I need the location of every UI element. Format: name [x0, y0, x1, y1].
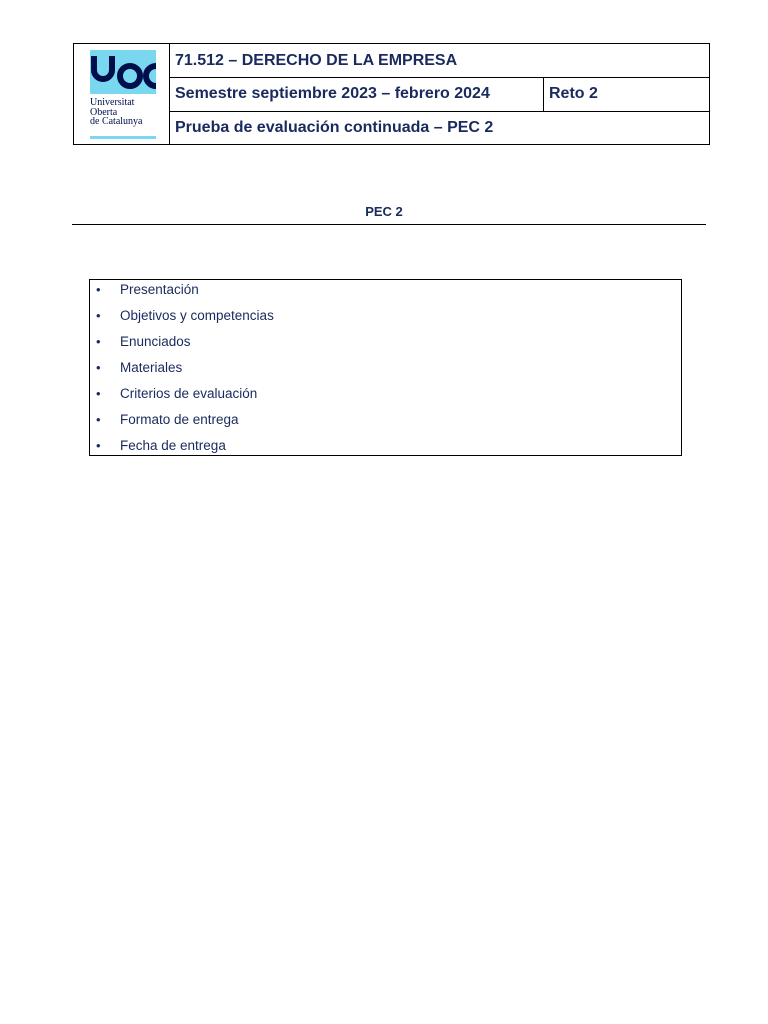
university-name — [90, 98, 142, 127]
logo-underline — [90, 136, 156, 139]
bullet-icon: • — [96, 282, 101, 297]
bullet-icon: • — [96, 360, 101, 375]
course-title: 71.512 – DERECHO DE LA EMPRESA — [170, 44, 710, 78]
section-divider — [72, 224, 706, 225]
logo-cell — [74, 44, 170, 145]
assessment-title: Prueba de evaluación continuada – PEC 2 — [170, 111, 710, 144]
university-name-line: de Catalunya — [90, 116, 143, 127]
university-name-line: Universitat — [90, 97, 135, 108]
uoc-logo-mark — [90, 50, 156, 94]
toc-item-label: Objetivos y competencias — [120, 308, 274, 323]
uoc-logo — [88, 48, 158, 140]
toc-item-label: Fecha de entrega — [120, 438, 226, 453]
bullet-icon: • — [96, 412, 101, 427]
toc-item-label: Criterios de evaluación — [120, 386, 258, 401]
toc-item-label: Presentación — [120, 282, 199, 297]
challenge-label: Reto 2 — [544, 78, 710, 111]
toc-item-label: Enunciados — [120, 334, 191, 349]
table-of-contents — [89, 279, 682, 456]
bullet-icon: • — [96, 334, 101, 349]
semester-label: Semestre septiembre 2023 – febrero 2024 — [170, 78, 544, 111]
document-header — [73, 43, 710, 145]
bullet-icon: • — [96, 386, 101, 401]
bullet-icon: • — [96, 308, 101, 323]
section-title: PEC 2 — [365, 204, 403, 219]
toc-item-label: Formato de entrega — [120, 412, 239, 427]
toc-item-label: Materiales — [120, 360, 183, 375]
university-name-line: Oberta — [90, 106, 118, 118]
bullet-icon: • — [96, 438, 101, 453]
